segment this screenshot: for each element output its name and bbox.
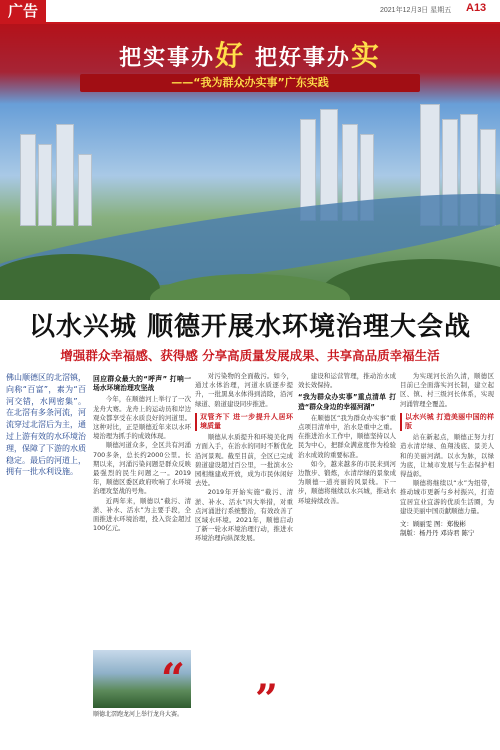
article-column-2	[93, 372, 191, 690]
campaign-sub-slogan: ——“我为群众办实事”广东实践	[80, 74, 420, 92]
paragraph: 2019年开始实施“截污、清淤、补水、活水”四大举措，对重点河涌进行系统整治，有效改善了区域水环境。2021年，顺德启动了新一轮水环境治理行动，推进水环境治理向纵深发展。	[195, 488, 293, 543]
paragraph: 为实现河长治久清，顺德区目前已全面落实河长制，建立起区、镇、村三级河长体系，实现河涌管理全覆盖。	[400, 372, 494, 408]
paragraph: 今年，在顺德河上举行了一次龙舟大赛。龙舟上的运动员和岸边观众都享受在水质良好的河道里。这种对比，正是顺德近年来以水环境治理为抓手的成效体现。	[93, 395, 191, 441]
slogan-banner	[0, 24, 500, 104]
section-heading: 双管齐下 进一步提升人居环境质量	[195, 413, 293, 431]
section-heading: 以水兴城 打造美丽中国的样版	[400, 413, 494, 431]
layout-credit: 制版：杨丹丹 邓诗君 陈宁	[400, 529, 475, 538]
paragraph: 顺德河道众多，全区共有河涌700多条，总长约2000公里。长期以来，河涌污染问题是群众反映最强烈的民生问题之一。2019年，顺德区委区政府吹响了水环境治理攻坚战的号角。	[93, 441, 191, 496]
dragon-boat-photo	[93, 650, 191, 708]
lead-column	[6, 372, 86, 720]
paragraph: 顺德将继续以“水”为纽带，推动城市更新与乡村振兴，打造宜居宜业宜游的优质生活圈，为建设美丽中国贡献顺德力量。	[400, 479, 494, 515]
paragraph: 近两年来，顺德以“截污、清淤、补水、活水”为主要手段，全面推进水环境治理，投入资金超过100亿元。	[93, 496, 191, 533]
hero-aerial-photo	[0, 24, 500, 300]
paragraph: 如今，越来越多的市民来到河边散步、锻炼，水清岸绿的景象成为顺德一道亮丽的风景线。下一步，顺德将继续以水兴城，推动水环境持续改善。	[298, 459, 396, 505]
section-heading: 回应群众最大的“呼声” 打响一场水环境治理攻坚战	[93, 375, 191, 393]
article-headline: 以水兴城 顺德开展水环境治理大会战	[28, 312, 472, 342]
lead-text: 佛山顺德区的北滘镇，向称“百富”，素为“百河交错，水网密集”。在北滘有多条河流，河流穿过北滘后为主，通过上游有效的水环境治理，保障了下游的水质稳定。最后的河道上，拥有一批水利设施。	[6, 373, 86, 477]
ad-tag: 广告	[0, 0, 46, 22]
article-column-5	[400, 372, 494, 732]
article-column-3	[195, 372, 293, 732]
paragraph: 在顺德区“我为群众办实事”重点项目清单中，治水是重中之重。在推进治水工作中，顺德坚持以人民为中心，把群众满意度作为检验治水成效的重要标准。	[298, 413, 396, 459]
issue-date: 2021年12月3日 星期五	[380, 7, 452, 14]
article-subheadline: 增强群众幸福感、获得感 分享高质量发展成果、共享高品质幸福生活	[60, 348, 440, 363]
paragraph: 对污染物的全面截污。如今，通过水体治理，河道水质逐步提升，一批黑臭水体得到消除，沿河绿道、碧道建设同步推进。	[195, 372, 293, 408]
photo-caption: 顺德北滘跑龙河上举行龙舟大赛。	[93, 711, 184, 718]
paragraph: 站在新起点，顺德正努力打造水清岸绿、鱼翔浅底、景美人和的美丽河湖。以水为脉，以绿为底，让城市发展与生态保护相得益彰。	[400, 433, 494, 479]
article-column-4	[298, 372, 396, 732]
page-header	[0, 0, 500, 22]
page-number: A13	[466, 2, 487, 14]
quote-mark-icon: “	[160, 654, 185, 703]
author-credit: 文：顾丽雯 图：郑俊彬	[400, 520, 466, 529]
section-heading: “我为群众办实事”重点清单 打造“群众身边的幸福河湖”	[298, 393, 396, 411]
paragraph: 建设和运营管理，推动治水成效长效保持。	[298, 372, 396, 390]
quote-mark-icon: ”	[255, 676, 279, 723]
paragraph: 顺德从水质提升和环境美化两方面入手，在治水的同时不断优化沿河景观。截至目前，全区已完成碧道建设超过百公里，一批滨水公园相继建成开放，成为市民休闲好去处。	[195, 433, 293, 488]
campaign-slogan: 把实事办好 把好事办实	[119, 39, 381, 72]
